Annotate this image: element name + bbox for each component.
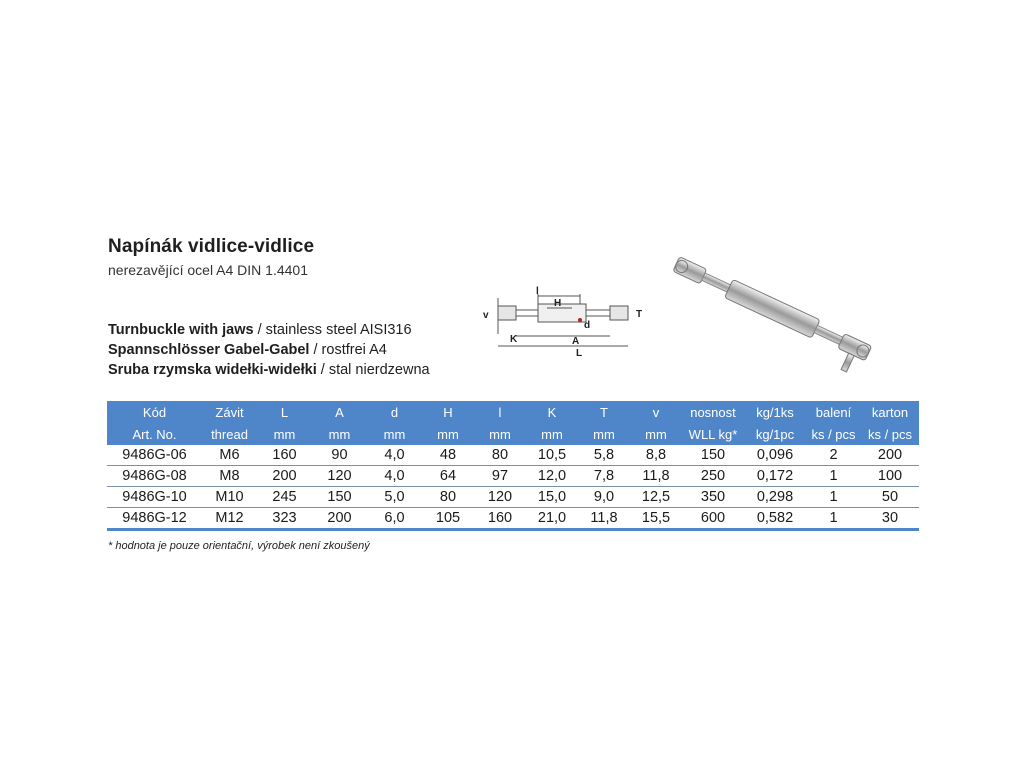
column-header: mm xyxy=(578,423,630,445)
table-cell: 4,0 xyxy=(367,466,422,487)
table-cell: 80 xyxy=(422,487,474,508)
table-cell: 12,0 xyxy=(526,466,578,487)
specification-table xyxy=(107,401,919,531)
column-header: kg/1pc xyxy=(744,423,806,445)
table-cell: 600 xyxy=(682,508,744,530)
column-header: A xyxy=(312,401,367,423)
german-description: Spannschlösser Gabel-Gabel / rostfrei A4 xyxy=(108,342,387,358)
pin-marker xyxy=(578,318,582,322)
table-cell: 350 xyxy=(682,487,744,508)
label-k: K xyxy=(510,334,518,345)
table-cell: 0,298 xyxy=(744,487,806,508)
table-row xyxy=(107,466,919,487)
column-header: mm xyxy=(526,423,578,445)
column-header: ks / pcs xyxy=(861,423,919,445)
column-header: H xyxy=(422,401,474,423)
header-row-units xyxy=(107,423,919,445)
table-cell: 12,5 xyxy=(630,487,682,508)
table-cell: 9486G-12 xyxy=(107,508,202,530)
english-description: Turnbuckle with jaws / stainless steel AISI316 xyxy=(108,322,412,338)
table-cell: 200 xyxy=(257,466,312,487)
table-cell: 160 xyxy=(474,508,526,530)
table-cell: 15,5 xyxy=(630,508,682,530)
table-cell: 97 xyxy=(474,466,526,487)
table-row xyxy=(107,487,919,508)
column-header: mm xyxy=(367,423,422,445)
table-cell: 30 xyxy=(861,508,919,530)
table-cell: 5,0 xyxy=(367,487,422,508)
table-cell: 11,8 xyxy=(578,508,630,530)
table-row xyxy=(107,445,919,466)
table-cell: M8 xyxy=(202,466,257,487)
table-cell: 9486G-10 xyxy=(107,487,202,508)
column-header: mm xyxy=(312,423,367,445)
polish-description: Sruba rzymska widełki-widełki / stal nierdzewna xyxy=(108,362,430,378)
column-header: v xyxy=(630,401,682,423)
dimension-diagram xyxy=(480,284,650,364)
column-header: l xyxy=(474,401,526,423)
product-photo xyxy=(660,240,890,380)
column-header: mm xyxy=(474,423,526,445)
table-cell: 160 xyxy=(257,445,312,466)
table-cell: 120 xyxy=(474,487,526,508)
table-cell: 9,0 xyxy=(578,487,630,508)
product-title: Napínák vidlice-vidlice xyxy=(108,236,315,257)
table-cell: M6 xyxy=(202,445,257,466)
table-cell: 0,096 xyxy=(744,445,806,466)
column-header: Art. No. xyxy=(107,423,202,445)
label-L: L xyxy=(576,348,583,359)
table-cell: 105 xyxy=(422,508,474,530)
table-cell: 245 xyxy=(257,487,312,508)
table-cell: 48 xyxy=(422,445,474,466)
table-cell: 200 xyxy=(861,445,919,466)
table-cell: 250 xyxy=(682,466,744,487)
table-cell: 200 xyxy=(312,508,367,530)
table-cell: 9486G-06 xyxy=(107,445,202,466)
column-header: ks / pcs xyxy=(806,423,861,445)
table-cell: 2 xyxy=(806,445,861,466)
column-header: L xyxy=(257,401,312,423)
table-cell: 6,0 xyxy=(367,508,422,530)
column-header: Závit xyxy=(202,401,257,423)
column-header: T xyxy=(578,401,630,423)
footnote: * hodnota je pouze orientační, výrobek není zkoušený xyxy=(108,540,370,552)
column-header: Kód xyxy=(107,401,202,423)
table-cell: 150 xyxy=(312,487,367,508)
table-cell: 80 xyxy=(474,445,526,466)
column-header: kg/1ks xyxy=(744,401,806,423)
table-cell: 1 xyxy=(806,487,861,508)
label-v: v xyxy=(483,310,489,321)
header-row-names xyxy=(107,401,919,423)
label-t: T xyxy=(636,309,643,320)
column-header: mm xyxy=(257,423,312,445)
column-header: WLL kg* xyxy=(682,423,744,445)
label-d: d xyxy=(584,320,591,331)
product-subtitle: nerezavějící ocel A4 DIN 1.4401 xyxy=(108,262,309,278)
table-cell: 0,172 xyxy=(744,466,806,487)
table-cell: 9486G-08 xyxy=(107,466,202,487)
label-a: A xyxy=(572,336,580,347)
table-cell: 5,8 xyxy=(578,445,630,466)
table-cell: 1 xyxy=(806,508,861,530)
table-cell: M12 xyxy=(202,508,257,530)
column-header: balení xyxy=(806,401,861,423)
table-body xyxy=(107,445,919,530)
table-cell: 323 xyxy=(257,508,312,530)
table-cell: M10 xyxy=(202,487,257,508)
table-cell: 4,0 xyxy=(367,445,422,466)
table-cell: 21,0 xyxy=(526,508,578,530)
table-cell: 50 xyxy=(861,487,919,508)
column-header: K xyxy=(526,401,578,423)
table-cell: 1 xyxy=(806,466,861,487)
column-header: karton xyxy=(861,401,919,423)
table-cell: 11,8 xyxy=(630,466,682,487)
table-cell: 90 xyxy=(312,445,367,466)
table-cell: 64 xyxy=(422,466,474,487)
table-cell: 15,0 xyxy=(526,487,578,508)
table-cell: 7,8 xyxy=(578,466,630,487)
column-header: thread xyxy=(202,423,257,445)
table-cell: 8,8 xyxy=(630,445,682,466)
column-header: d xyxy=(367,401,422,423)
column-header: mm xyxy=(422,423,474,445)
table-cell: 10,5 xyxy=(526,445,578,466)
label-h: H xyxy=(554,298,562,309)
table-row xyxy=(107,508,919,530)
table-cell: 0,582 xyxy=(744,508,806,530)
label-l: l xyxy=(536,286,539,297)
column-header: nosnost xyxy=(682,401,744,423)
table-cell: 150 xyxy=(682,445,744,466)
table-cell: 120 xyxy=(312,466,367,487)
table-cell: 100 xyxy=(861,466,919,487)
column-header: mm xyxy=(630,423,682,445)
